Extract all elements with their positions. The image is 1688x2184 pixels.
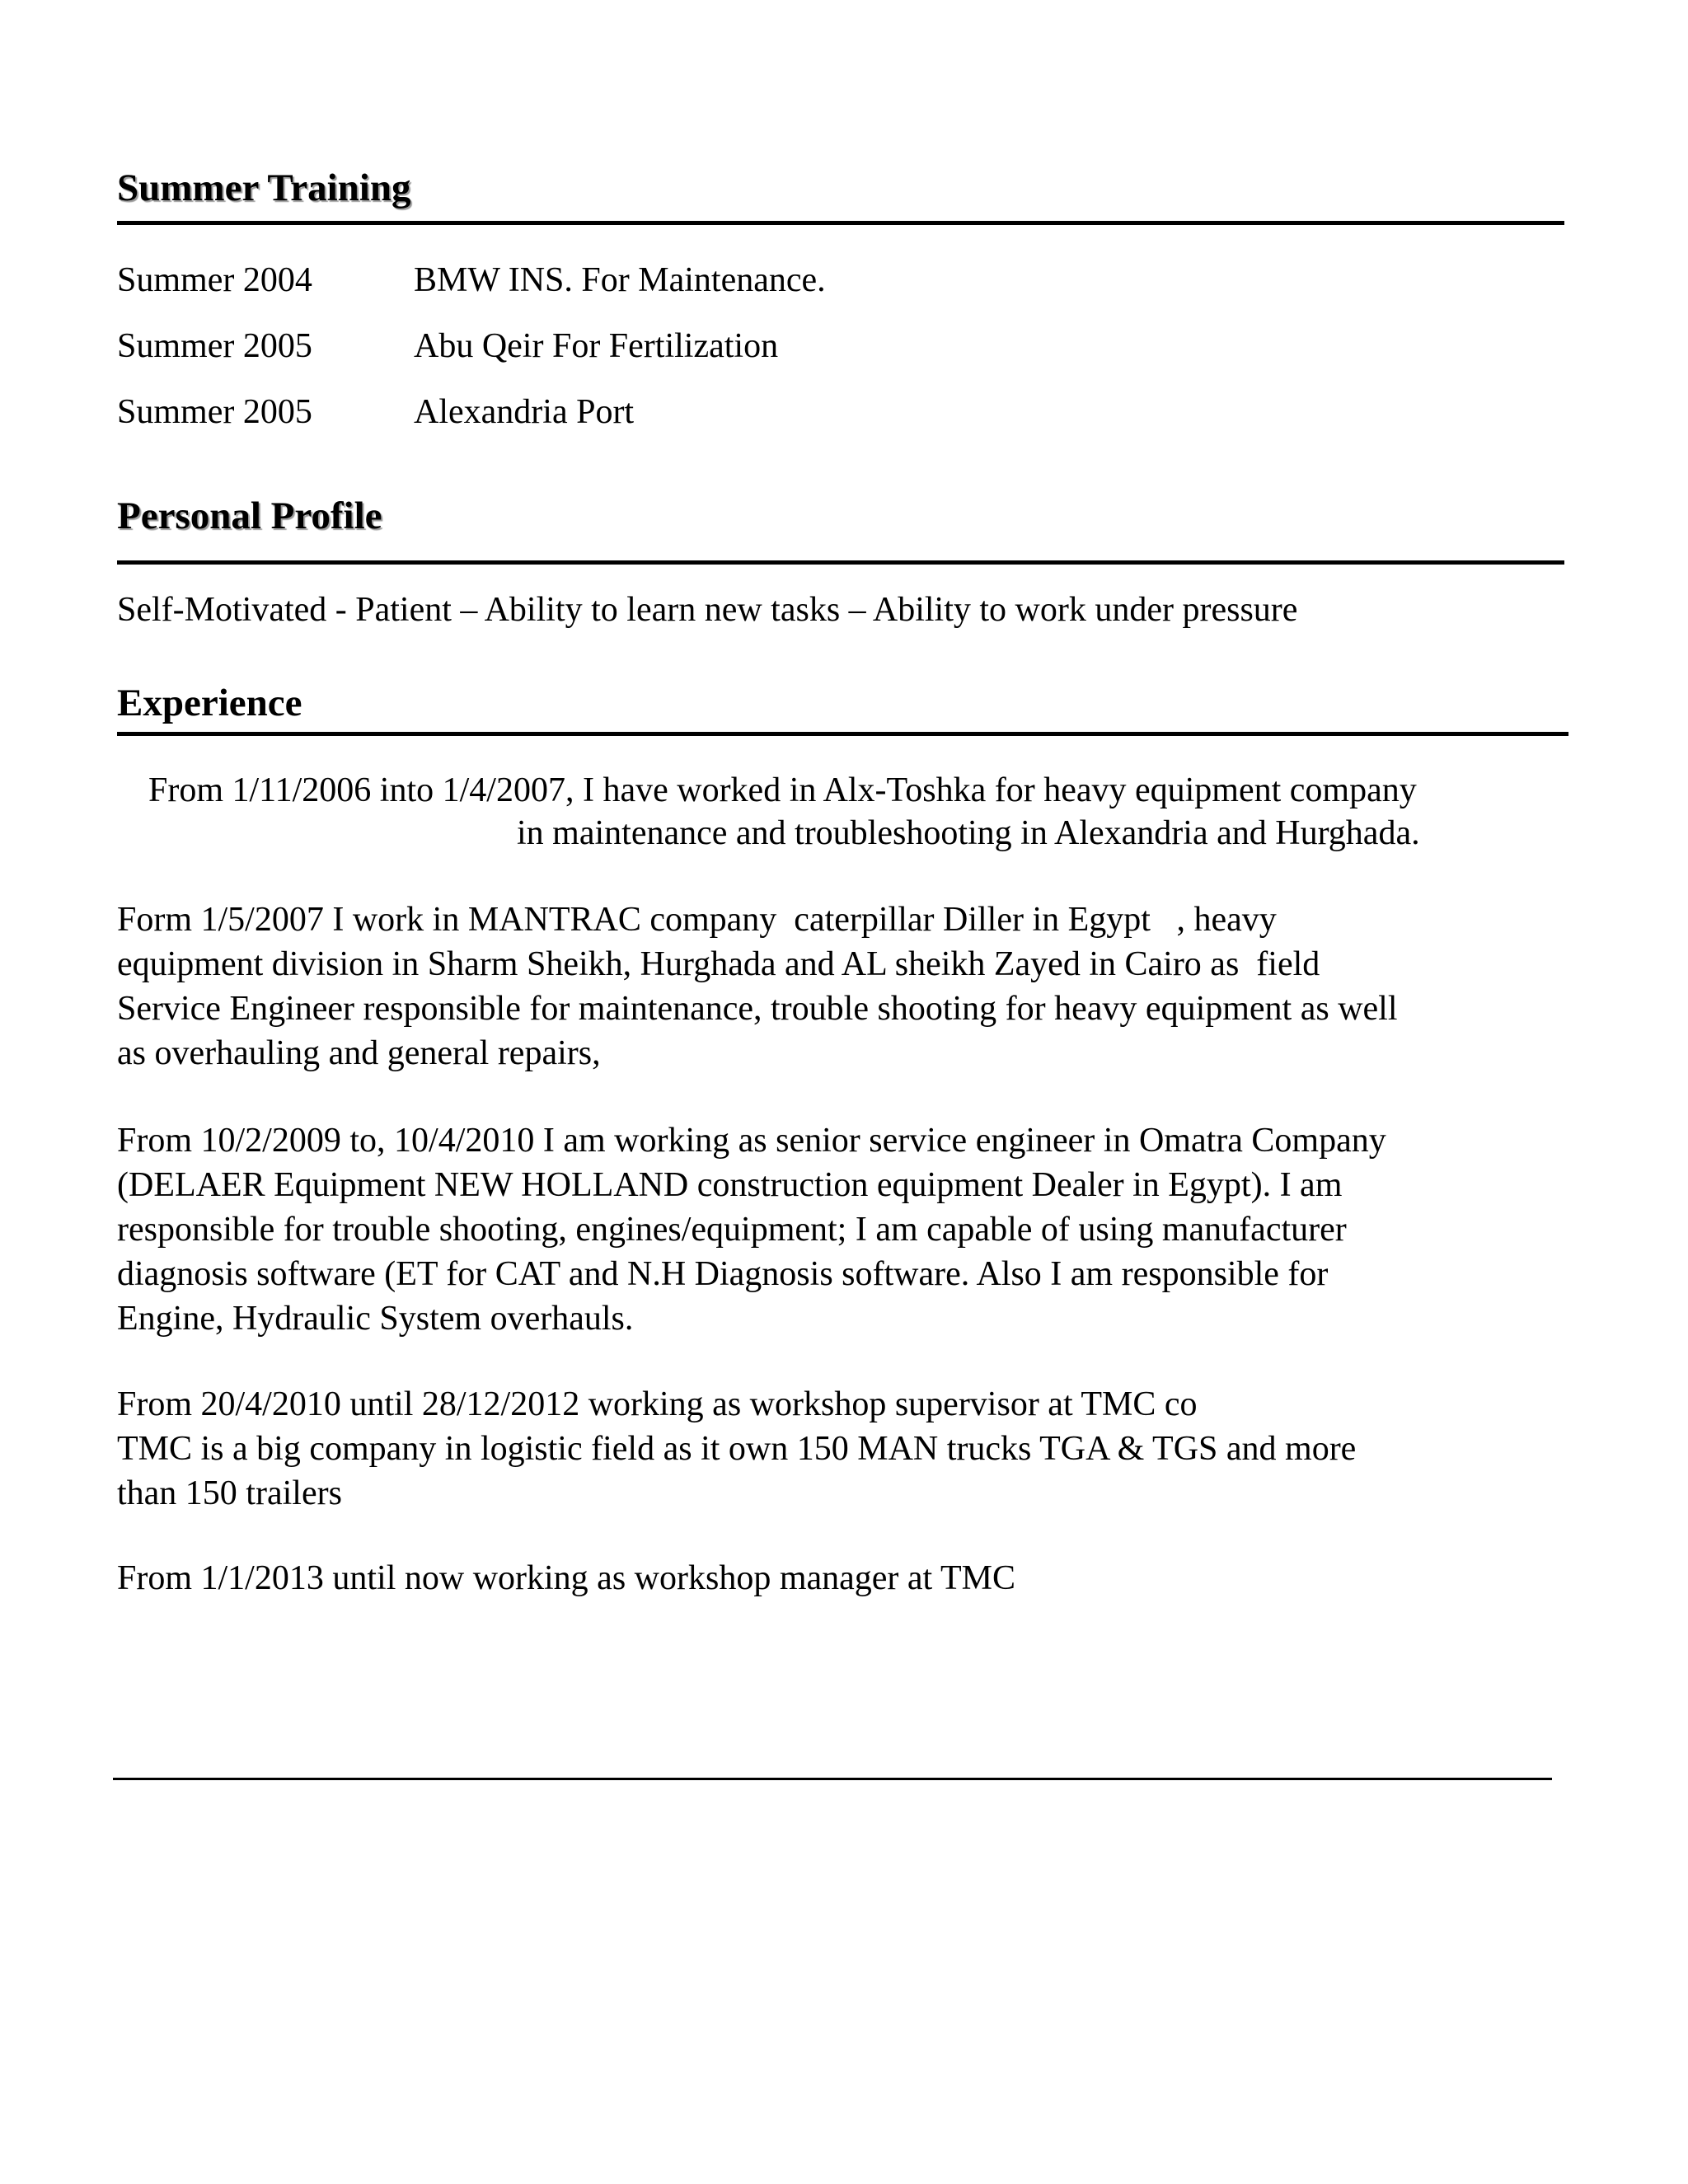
training-date: Summer 2005 <box>117 393 312 431</box>
training-date: Summer 2005 <box>117 327 312 365</box>
personal-profile-heading: Personal Profile <box>117 494 382 537</box>
personal-profile-text: Self-Motivated - Patient – Ability to learn new tasks – Ability to work under pressure <box>117 591 1298 629</box>
experience-paragraph-line: From 10/2/2009 to, 10/4/2010 I am working as senior service engineer in Omatra Company <box>117 1122 1386 1160</box>
experience-paragraph-line: From 1/1/2013 until now working as workshop manager at TMC <box>117 1559 1015 1597</box>
experience-paragraph-line: equipment division in Sharm Sheikh, Hurghada and AL sheikh Zayed in Cairo as field <box>117 945 1320 983</box>
experience-heading: Experience <box>117 682 302 724</box>
training-org: Alexandria Port <box>414 393 635 431</box>
experience-paragraph-4 <box>117 1382 1356 1516</box>
experience-paragraph-line: Engine, Hydraulic System overhauls. <box>117 1300 634 1338</box>
experience-paragraph-1-line-2: in maintenance and troubleshooting in Alexandria and Hurghada. <box>517 814 1420 852</box>
experience-paragraph-2 <box>117 898 1398 1076</box>
experience-paragraph-line: Form 1/5/2007 I work in MANTRAC company caterpillar Diller in Egypt , heavy <box>117 901 1277 939</box>
experience-paragraph-line: as overhauling and general repairs, <box>117 1034 601 1072</box>
experience-paragraph-line: responsible for trouble shooting, engines/equipment; I am capable of using manufacturer <box>117 1211 1347 1249</box>
experience-paragraph-line: Service Engineer responsible for maintenance, trouble shooting for heavy equipment as well <box>117 990 1398 1028</box>
training-date: Summer 2004 <box>117 261 312 299</box>
experience-paragraph-line: From 20/4/2010 until 28/12/2012 working as workshop supervisor at TMC co <box>117 1385 1198 1423</box>
training-org: BMW INS. For Maintenance. <box>414 261 826 299</box>
summer-training-heading: Summer Training <box>117 166 411 209</box>
experience-paragraph-3 <box>117 1118 1386 1341</box>
experience-paragraph-line: diagnosis software (ET for CAT and N.H Diagnosis software. Also I am responsible for <box>117 1255 1329 1293</box>
experience-rule <box>117 732 1568 736</box>
bottom-rule <box>113 1778 1552 1780</box>
experience-paragraph-1-line-1: From 1/11/2006 into 1/4/2007, I have worked in Alx-Toshka for heavy equipment company <box>148 771 1417 809</box>
experience-paragraph-line: than 150 trailers <box>117 1474 342 1512</box>
experience-paragraph-5 <box>117 1556 1015 1601</box>
summer-training-rule <box>117 221 1564 225</box>
training-org: Abu Qeir For Fertilization <box>414 327 779 365</box>
experience-paragraph-line: (DELAER Equipment NEW HOLLAND construction equipment Dealer in Egypt). I am <box>117 1166 1343 1204</box>
experience-paragraph-line: TMC is a big company in logistic field as it own 150 MAN trucks TGA & TGS and more <box>117 1430 1357 1468</box>
personal-profile-rule <box>117 560 1564 565</box>
